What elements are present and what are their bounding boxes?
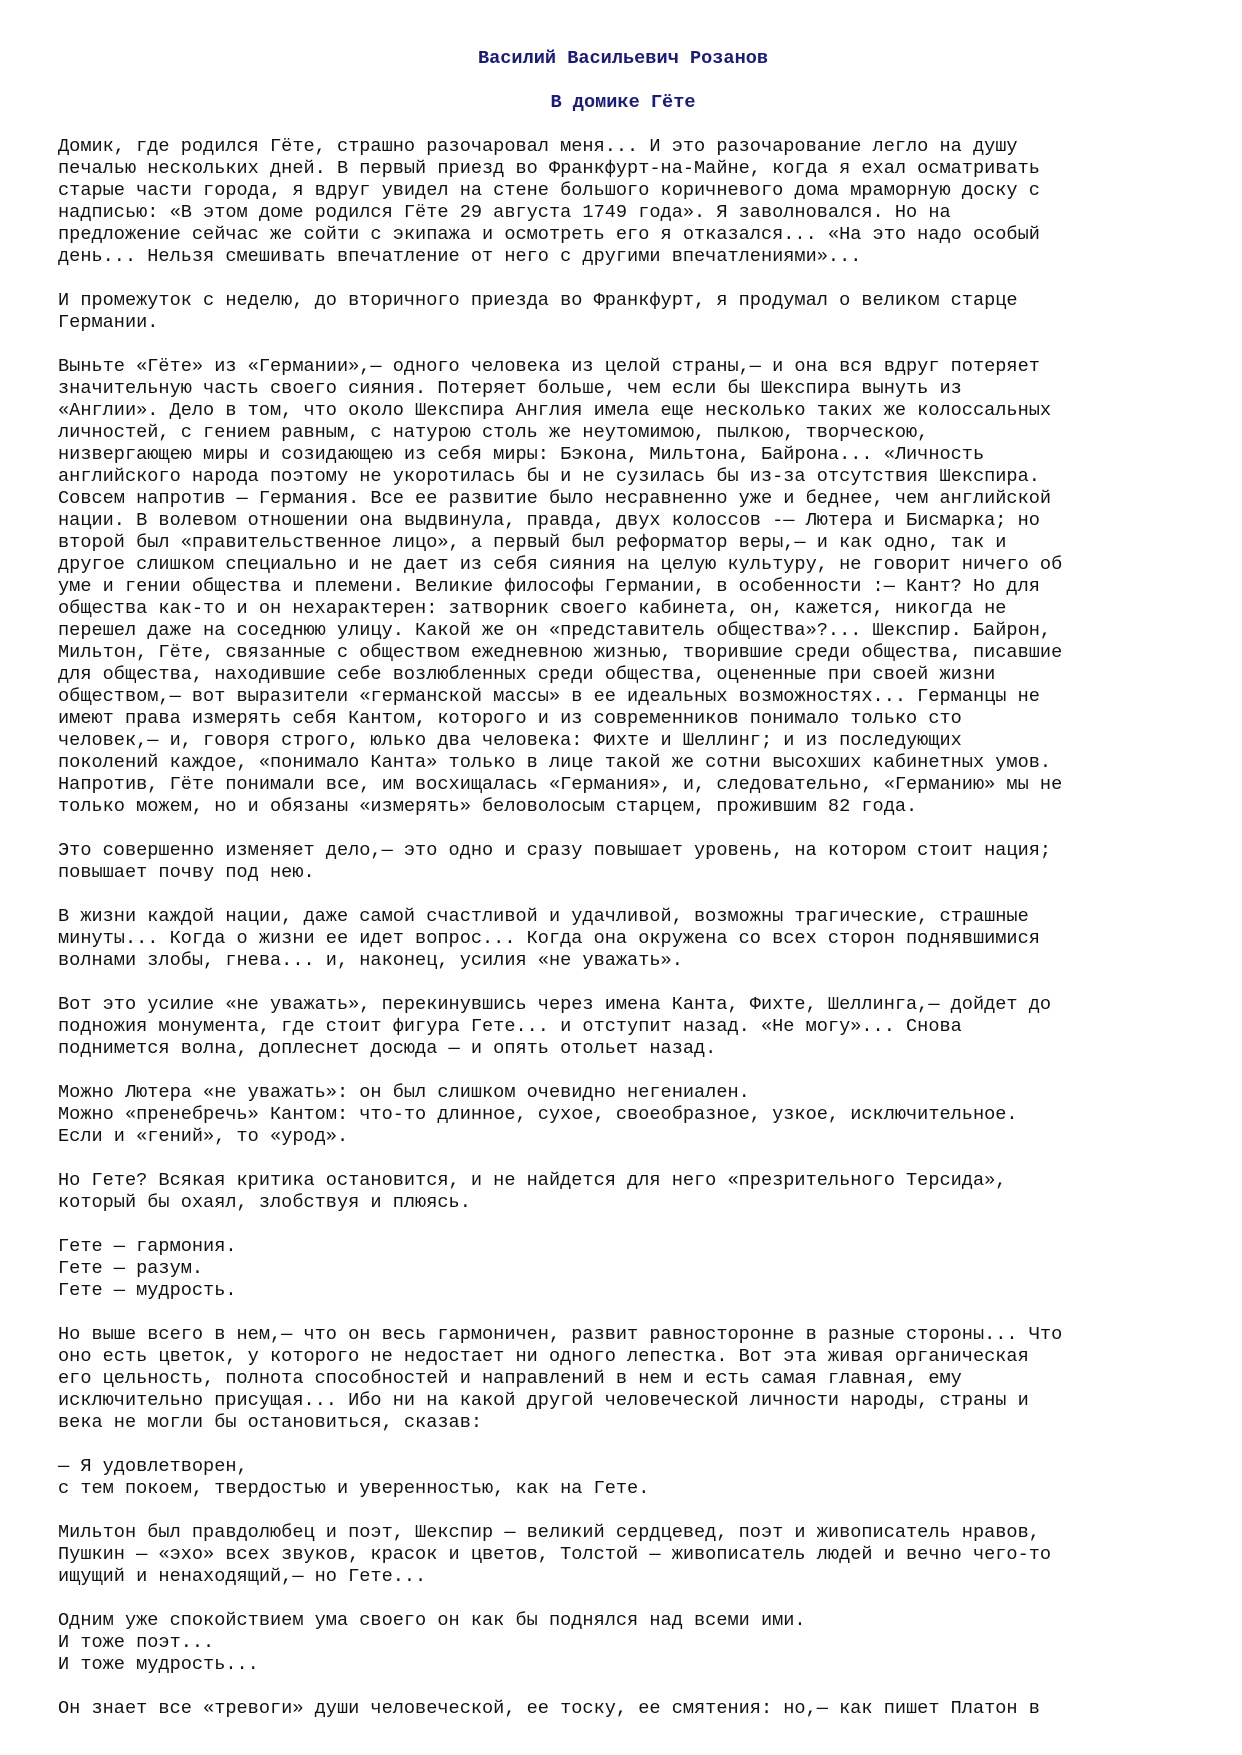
text-line: Гете — гармония. xyxy=(58,1236,237,1257)
text-line: имеют права измерять себя Кантом, которого и из современников понимало только сто xyxy=(58,708,962,729)
text-line: минуты... Когда о жизни ее идет вопрос... Когда она окружена со всех сторон поднявшимися xyxy=(58,928,1040,949)
text-line: поднимется волна, доплеснет досюда — и опять отольет назад. xyxy=(58,1038,717,1059)
text-line: Домик, где родился Гёте, страшно разочаровал меня... И это разочарование легло на душу xyxy=(58,136,1018,157)
text-line: подножия монумента, где стоит фигура Гете... и отступит назад. «Не могу»... Снова xyxy=(58,1016,962,1037)
text-line: оно есть цветок, у которого не недостает ни одного лепестка. Вот эта живая органическая xyxy=(58,1346,1029,1367)
text-line: Мильтон был правдолюбец и поэт, Шекспир — великий сердцевед, поэт и живописатель нравов, xyxy=(58,1522,1040,1543)
text-line: человек,— и, говоря строго, юлько два человека: Фихте и Шеллинг; и из последующих xyxy=(58,730,962,751)
text-line: исключительно присущая... Ибо ни на какой другой человеческой личности народы, страны и xyxy=(58,1390,1029,1411)
text-line: «Англии». Дело в том, что около Шекспира Англия имела еще несколько таких же колоссальных xyxy=(58,400,1052,421)
text-line: повышает почву под нею. xyxy=(58,862,315,883)
text-line: Выньте «Гёте» из «Германии»,— одного человека из целой страны,— и она вся вдруг потеряет xyxy=(58,356,1040,377)
text-line: ищущий и ненаходящий,— но Гете... xyxy=(58,1566,427,1587)
text-line: Германии. xyxy=(58,312,159,333)
text-line: нации. В волевом отношении она выдвинула, правда, двух колоссов -— Лютера и Бисмарка; но xyxy=(58,510,1040,531)
text-line: Но выше всего в нем,— что он весь гармоничен, развит равносторонне в разные стороны... Что xyxy=(58,1324,1063,1345)
text-line: века не могли бы остановиться, сказав: xyxy=(58,1412,483,1433)
text-line: Одним уже спокойствием ума своего он как бы поднялся над всеми ими. xyxy=(58,1610,806,1631)
text-line: — Я удовлетворен, xyxy=(58,1456,248,1477)
paragraph xyxy=(58,840,1188,884)
text-line: второй был «правительственное лицо», а первый был реформатор веры,— и как одно, так и xyxy=(58,532,1007,553)
text-line: для общества, находившие себе возлюбленных среди общества, оцененные при своей жизни xyxy=(58,664,996,685)
text-line: Это совершенно изменяет дело,— это одно и сразу повышает уровень, на котором стоит нация; xyxy=(58,840,1052,861)
text-line: Мильтон, Гёте, связанные с обществом ежедневною жизнью, творившие среди общества, писавшие xyxy=(58,642,1063,663)
text-line: Он знает все «тревоги» души человеческой, ее тоску, ее смятения: но,— как пишет Платон в xyxy=(58,1698,1040,1719)
author-name: Василий Васильевич Розанов xyxy=(477,48,769,69)
paragraph xyxy=(58,290,1188,334)
text-line: день... Нельзя смешивать впечатление от него с другими впечатлениями»... xyxy=(58,246,862,267)
paragraph xyxy=(58,1324,1188,1434)
paragraph xyxy=(58,1456,1188,1500)
text-line: В жизни каждой нации, даже самой счастливой и удачливой, возможны трагические, страшные xyxy=(58,906,1029,927)
text-line: его цельность, полнота способностей и направлений в нем и есть самая главная, ему xyxy=(58,1368,962,1389)
text-line: предложение сейчас же сойти с экипажа и осмотреть его я отказался... «На это надо особый xyxy=(58,224,1040,245)
paragraph xyxy=(58,1610,1188,1676)
document-body xyxy=(58,136,1188,1720)
text-line: Напротив, Гёте понимали все, им восхищалась «Германия», и, следовательно, «Германию» мы не xyxy=(58,774,1063,795)
text-line: Вот это усилие «не уважать», перекинувшись через имена Канта, Фихте, Шеллинга,— дойдет до xyxy=(58,994,1052,1015)
text-line: И промежуток с неделю, до вторичного приезда во Франкфурт, я продумал о великом старце xyxy=(58,290,1018,311)
text-line: надписью: «В этом доме родился Гёте 29 августа 1749 года». Я заволновался. Но на xyxy=(58,202,951,223)
paragraph xyxy=(58,906,1188,972)
text-line: Можно «пренебречь» Кантом: что-то длинное, сухое, своеобразное, узкое, исключительное. xyxy=(58,1104,1018,1125)
text-line: Можно Лютера «не уважать»: он был слишком очевидно негениален. xyxy=(58,1082,750,1103)
text-line: уме и гении общества и племени. Великие философы Германии, в особенности :— Кант? Но для xyxy=(58,576,1040,597)
text-line: Но Гете? Всякая критика остановится, и не найдется для него «презрительного Терсида», xyxy=(58,1170,1007,1191)
text-line: Если и «гений», то «урод». xyxy=(58,1126,349,1147)
text-line: волнами злобы, гнева... и, наконец, усилия «не уважать». xyxy=(58,950,683,971)
paragraph xyxy=(58,136,1188,268)
document-page xyxy=(58,40,1188,1742)
paragraph xyxy=(58,1236,1188,1302)
text-line: И тоже мудрость... xyxy=(58,1654,259,1675)
document-title: В домике Гёте xyxy=(550,92,696,113)
paragraph xyxy=(58,1170,1188,1214)
text-line: перешел даже на соседнюю улицу. Какой же он «представитель общества»?... Шекспир. Байрон, xyxy=(58,620,1052,641)
paragraph xyxy=(58,356,1188,818)
text-line: только можем, но и обязаны «измерять» беловолосым старцем, прожившим 82 года. xyxy=(58,796,918,817)
text-line: Гете — мудрость. xyxy=(58,1280,237,1301)
text-line: обществом,— вот выразители «германской массы» в ее идеальных возможностях... Германцы не xyxy=(58,686,1040,707)
text-line: с тем покоем, твердостью и уверенностью, как на Гете. xyxy=(58,1478,650,1499)
paragraph xyxy=(58,1522,1188,1588)
text-line: который бы охаял, злобствуя и плюясь. xyxy=(58,1192,471,1213)
text-line: поколений каждое, «понимало Канта» только в лице такой же сотни высохших кабинетных умов. xyxy=(58,752,1052,773)
text-line: общества как-то и он нехарактерен: затворник своего кабинета, он, кажется, никогда не xyxy=(58,598,1007,619)
text-line: Совсем напротив — Германия. Все ее развитие было несравненно уже и беднее, чем английской xyxy=(58,488,1052,509)
paragraph xyxy=(58,1082,1188,1148)
text-line: значительную часть своего сияния. Потеряет больше, чем если бы Шекспира вынуть из xyxy=(58,378,962,399)
text-line: другое слишком специально и не дает из себя сияния на целую культуру, не говорит ничего об xyxy=(58,554,1063,575)
text-line: И тоже поэт... xyxy=(58,1632,215,1653)
paragraph xyxy=(58,994,1188,1060)
text-line: низвергающею миры и созидающею из себя миры: Бэкона, Мильтона, Байрона... «Личность xyxy=(58,444,985,465)
text-line: Пушкин — «эхо» всех звуков, красок и цветов, Толстой — живописатель людей и вечно чего-то xyxy=(58,1544,1052,1565)
text-line: Гете — разум. xyxy=(58,1258,204,1279)
text-line: старые части города, я вдруг увидел на стене большого коричневого дома мраморную доску с xyxy=(58,180,1040,201)
text-line: печалью нескольких дней. В первый приезд во Франкфурт-на-Майне, когда я ехал осматривать xyxy=(58,158,1040,179)
paragraph xyxy=(58,1698,1188,1720)
text-line: личностей, с гением равным, с натурою столь же неутомимою, пылкою, творческою, xyxy=(58,422,929,443)
text-line: английского народа поэтому не укоротилась бы и не сузилась бы из-за отсутствия Шекспира. xyxy=(58,466,1040,487)
